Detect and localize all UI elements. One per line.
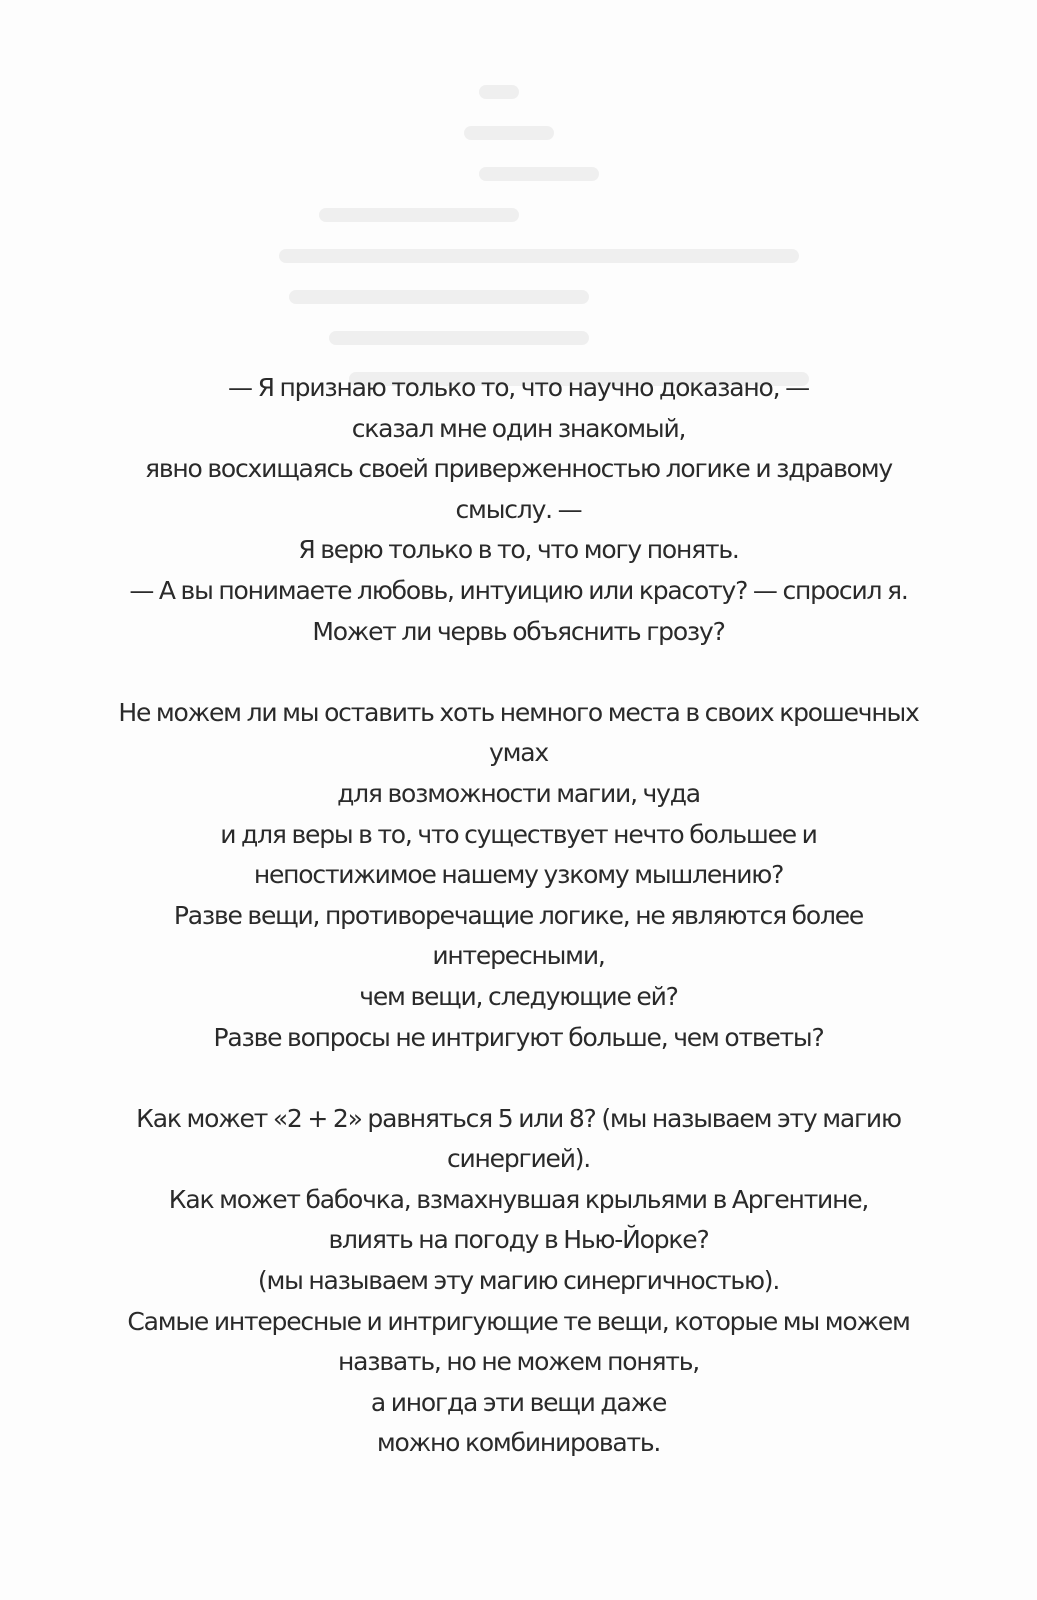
text-line: — А вы понимаете любовь, интуицию или красоту? — спросил я. [129, 575, 908, 605]
text-line: — Я признаю только то, что научно доказано, — [228, 373, 809, 402]
text-line: Как может бабочка, взмахнувшая крыльями в Аргентине, [168, 1184, 869, 1214]
text-line: умах [489, 738, 548, 768]
text-line: и для веры в то, что существует нечто большее и [220, 819, 817, 849]
paragraph-2 [60, 693, 977, 1058]
paragraph-gap [60, 1058, 977, 1099]
reverse-side-bleed-through [0, 70, 1037, 398]
text-line: назвать, но не можем понять, [338, 1347, 699, 1377]
text-line: Самые интересные и интригующие те вещи, которые мы можем [127, 1306, 910, 1336]
text-line: Не можем ли мы оставить хоть немного места в своих крошечных [118, 697, 919, 727]
text-line: Разве вопросы не интригуют больше, чем ответы? [213, 1022, 824, 1052]
text-line: смыслу. — [455, 494, 582, 524]
text-line: а иногда эти вещи даже [370, 1387, 667, 1417]
text-line: синергией). [446, 1144, 591, 1174]
text-line: влиять на погоду в Нью-Йорке? [328, 1225, 709, 1255]
text-line: Может ли червь объяснить грозу? [312, 616, 725, 646]
text-line: для возможности магии, чуда [337, 778, 700, 808]
text-line: Как может «2 + 2» равняться 5 или 8? (мы называем эту магию [136, 1103, 901, 1133]
paragraph-3 [60, 1099, 977, 1464]
paragraph-gap [60, 652, 977, 693]
text-line: Я верю только в то, что могу понять. [298, 535, 739, 565]
text-line: интересными, [432, 941, 605, 971]
text-line: Разве вещи, противоречащие логике, не являются более [173, 900, 864, 930]
text-line: непостижимое нашему узкому мышлению? [253, 860, 784, 890]
poem-text [60, 368, 977, 1464]
text-line: чем вещи, следующие ей? [359, 981, 678, 1011]
text-line: явно восхищаясь своей приверженностью логике и здравому [145, 454, 892, 484]
text-line: сказал мне один знакомый, [351, 413, 686, 443]
text-line: можно комбинировать. [376, 1428, 661, 1458]
paragraph-1 [60, 368, 977, 652]
text-line: (мы называем эту магию синергичностью). [257, 1266, 780, 1296]
